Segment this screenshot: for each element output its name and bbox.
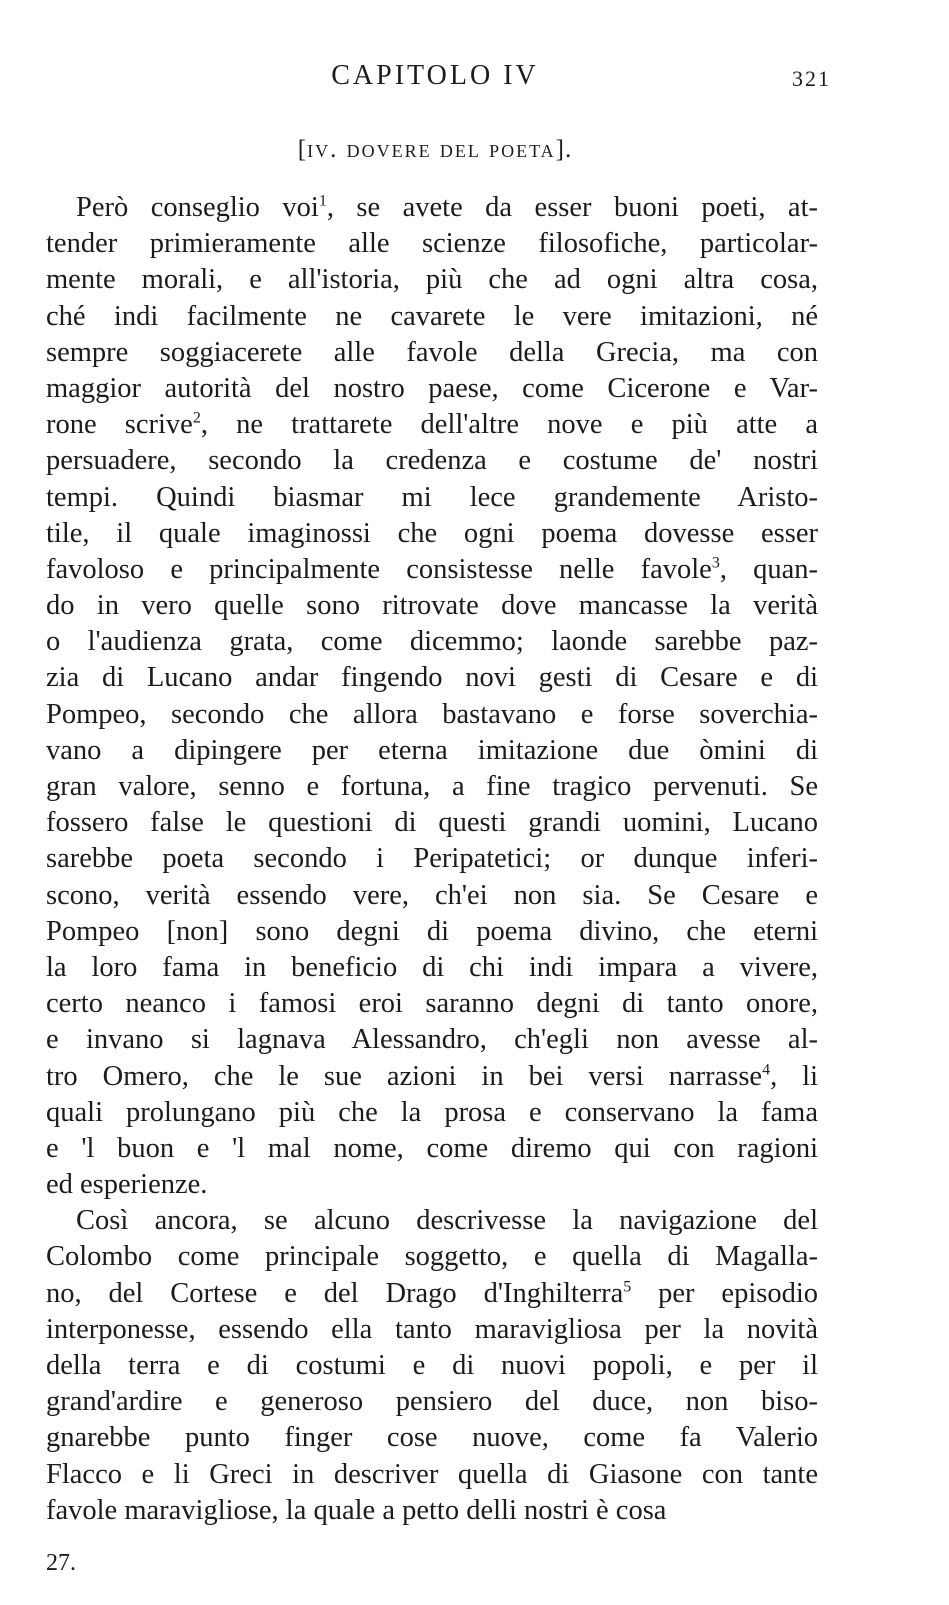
text-line: tro Omero, che le sue azioni in bei versi narrasse$^4$, li — [46, 1060, 819, 1092]
footnote-marker: 4 — [762, 1061, 771, 1078]
section-bracket-close: ]. — [555, 136, 573, 163]
text-line: rone scrive$^2$, ne trattarete dell'altre nove e più atte a — [46, 409, 818, 441]
text-line: zia di Lucano andar fingendo novi gesti di Cesare e di — [46, 662, 818, 694]
text-line: Così ancora, se alcuno descrivesse la navigazione del — [76, 1205, 818, 1237]
text-line: mente morali, e all'istoria, più che ad ogni altra cosa, — [46, 264, 818, 296]
text-line: fossero false le questioni di questi grandi uomini, Lucano — [46, 807, 818, 839]
text-line: favole maravigliose, la quale a petto delli nostri è cosa — [46, 1494, 667, 1526]
text-line: sarebbe poeta secondo i Peripatetici; or dunque inferi- — [46, 843, 818, 875]
text-line: sempre soggiacerete alle favole della Grecia, ma con — [46, 336, 818, 368]
text-line: Pompeo, secondo che allora bastavano e forse soverchia- — [46, 698, 818, 730]
running-head — [0, 58, 949, 98]
text-line: Però conseglio voi$^1$, se avete da esser buoni poeti, at- — [76, 192, 818, 223]
text-line: favoloso e principalmente consistesse nelle favole$^3$, quan- — [46, 553, 818, 585]
footnote-marker: 3 — [711, 554, 720, 572]
section-label: iv. dovere del poeta — [307, 136, 556, 163]
footnote-marker: 2 — [192, 409, 201, 427]
text-line: o l'audienza grata, come dicemmo; laonde sarebbe paz- — [46, 626, 818, 658]
body-text — [46, 190, 818, 1529]
footnote-marker: 5 — [623, 1278, 632, 1296]
text-line: Flacco e li Greci in descriver quella di Giasone con tante — [46, 1458, 818, 1490]
footnote-marker: 1 — [318, 192, 327, 210]
text-line: e 'l buon e 'l mal nome, come diremo qui con ragioni — [46, 1132, 818, 1164]
text-line: e invano si lagnava Alessandro, ch'egli non avesse al- — [46, 1024, 818, 1056]
section-bracket-open: [ — [297, 136, 308, 163]
text-line: quali prolungano più che la prosa e conservano la fama — [46, 1096, 818, 1128]
text-line: tempi. Quindi biasmar mi lece grandemente Aristo- — [46, 481, 818, 513]
text-line: ed esperienze. — [46, 1169, 208, 1201]
section-heading — [0, 136, 870, 164]
text-line: Pompeo [non] sono degni di poema divino, che eterni — [46, 915, 818, 947]
text-line: certo neanco i famosi eroi saranno degni di tanto onore, — [46, 988, 818, 1020]
text-line: maggior autorità del nostro paese, come Cicerone e Var- — [46, 372, 818, 404]
page-number: 321 — [792, 66, 831, 91]
text-line: della terra e di costumi e di nuovi popoli, e per il — [46, 1350, 818, 1381]
text-line: interponesse, essendo ella tanto maravigliosa per la novità — [46, 1313, 818, 1345]
text-line: gnarebbe punto finger cose nuove, come fa Valerio — [46, 1422, 818, 1454]
text-line: Colombo come principale soggetto, e quella di Magalla- — [46, 1241, 818, 1273]
text-line: tender primieramente alle scienze filosofiche, particolar- — [46, 228, 818, 260]
text-line: scono, verità essendo vere, ch'ei non sia. Se Cesare e — [46, 879, 818, 911]
chapter-title: CAPITOLO IV — [331, 60, 539, 91]
signature-mark: 27. — [46, 1550, 76, 1576]
text-line: do in vero quelle sono ritrovate dove mancasse la verità — [46, 590, 818, 622]
text-line: ché indi facilmente ne cavarete le vere imitazioni, né — [46, 300, 818, 332]
text-line: persuadere, secondo la credenza e costume de' nostri — [46, 445, 818, 477]
text-line: no, del Cortese e del Drago d'Inghilterra$^5$ per episodio — [46, 1277, 818, 1309]
text-line: vano a dipingere per eterna imitazione due òmini di — [46, 734, 818, 766]
text-line: grand'ardire e generoso pensiero del duce, non biso- — [46, 1386, 818, 1418]
text-line: tile, il quale imaginossi che ogni poema dovesse esser — [46, 517, 818, 549]
text-line: la loro fama in beneficio di chi indi impara a vivere, — [46, 951, 818, 983]
text-line: gran valore, senno e fortuna, a fine tragico pervenuti. Se — [46, 771, 818, 802]
